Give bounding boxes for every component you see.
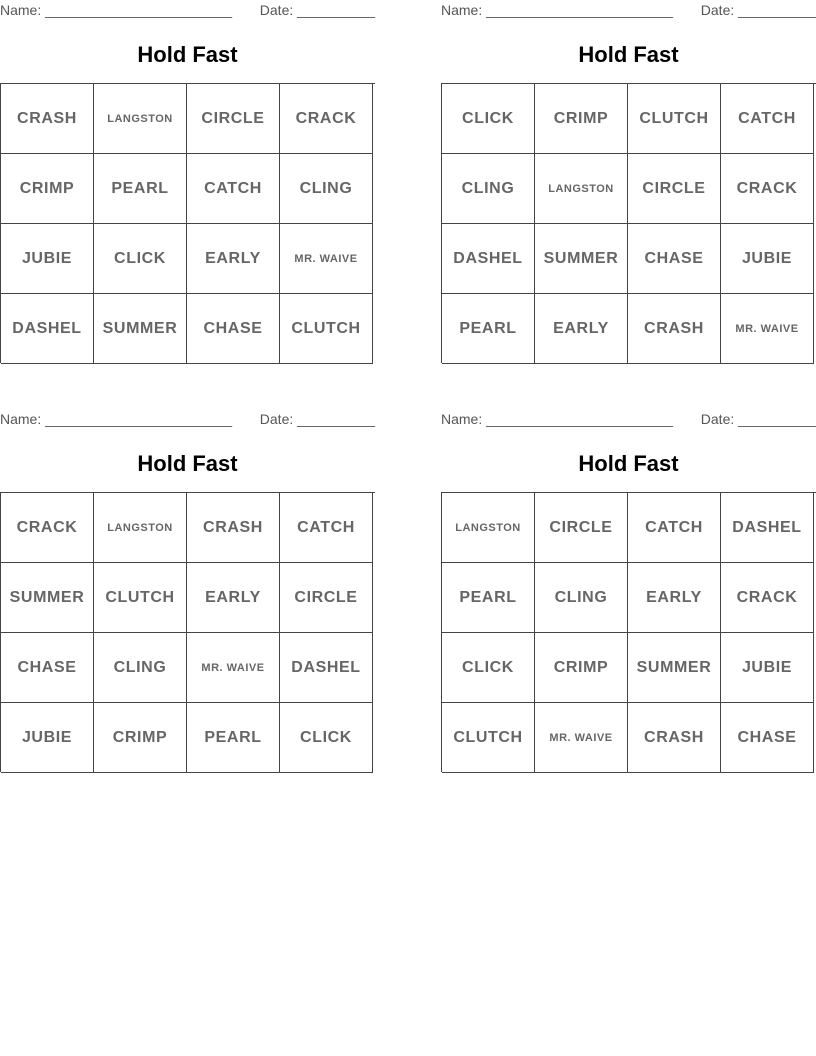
grid-cell: CRASH	[628, 294, 721, 364]
grid-cell: JUBIE	[1, 224, 94, 294]
grid-cell: DASHEL	[1, 294, 94, 364]
grid-cell: CLING	[280, 154, 373, 224]
name-field: Name: ________________________	[441, 2, 673, 18]
grid-cell: LANGSTON	[94, 84, 187, 154]
bingo-grid	[0, 492, 375, 772]
date-field: Date: __________	[700, 2, 816, 18]
grid-cell: SUMMER	[94, 294, 187, 364]
date-field: Date: __________	[700, 411, 816, 427]
grid-cell: PEARL	[442, 294, 535, 364]
grid-cell: CRASH	[1, 84, 94, 154]
date-field: Date: __________	[259, 411, 375, 427]
grid-cell: DASHEL	[280, 633, 373, 703]
grid-cell: CHASE	[187, 294, 280, 364]
bingo-card-2	[441, 0, 816, 365]
grid-cell: CLICK	[442, 633, 535, 703]
grid-cell: CRIMP	[535, 84, 628, 154]
grid-cell: LANGSTON	[535, 154, 628, 224]
bingo-card-1	[0, 0, 375, 365]
grid-cell: SUMMER	[535, 224, 628, 294]
grid-cell: CRASH	[628, 703, 721, 773]
grid-cell: CLUTCH	[628, 84, 721, 154]
grid-cell: JUBIE	[721, 224, 814, 294]
card-header	[0, 409, 375, 429]
grid-cell: CLICK	[280, 703, 373, 773]
grid-cell: EARLY	[187, 224, 280, 294]
grid-cell: CLUTCH	[442, 703, 535, 773]
card-header	[441, 409, 816, 429]
grid-cell: MR. WAIVE	[721, 294, 814, 364]
grid-cell: DASHEL	[721, 493, 814, 563]
grid-cell: CRACK	[721, 563, 814, 633]
grid-cell: CATCH	[187, 154, 280, 224]
grid-cell: CRACK	[1, 493, 94, 563]
bingo-card-4	[441, 409, 816, 774]
card-header	[441, 0, 816, 20]
grid-cell: SUMMER	[628, 633, 721, 703]
card-title: Hold Fast	[137, 42, 238, 67]
grid-cell: MR. WAIVE	[280, 224, 373, 294]
grid-cell: CHASE	[1, 633, 94, 703]
grid-cell: CLICK	[94, 224, 187, 294]
grid-cell: CLING	[535, 563, 628, 633]
grid-cell: PEARL	[187, 703, 280, 773]
grid-cell: EARLY	[535, 294, 628, 364]
grid-cell: CRIMP	[535, 633, 628, 703]
bingo-grid	[441, 83, 816, 363]
grid-cell: JUBIE	[1, 703, 94, 773]
grid-cell: EARLY	[628, 563, 721, 633]
grid-cell: PEARL	[442, 563, 535, 633]
grid-cell: PEARL	[94, 154, 187, 224]
card-title: Hold Fast	[578, 42, 679, 67]
grid-cell: CATCH	[628, 493, 721, 563]
grid-cell: CIRCLE	[280, 563, 373, 633]
grid-cell: CLUTCH	[280, 294, 373, 364]
grid-cell: CLING	[94, 633, 187, 703]
grid-cell: CRACK	[280, 84, 373, 154]
name-field: Name: ________________________	[0, 2, 232, 18]
grid-cell: CATCH	[721, 84, 814, 154]
grid-cell: LANGSTON	[442, 493, 535, 563]
grid-cell: CHASE	[628, 224, 721, 294]
grid-cell: CLING	[442, 154, 535, 224]
grid-cell: MR. WAIVE	[535, 703, 628, 773]
grid-cell: EARLY	[187, 563, 280, 633]
name-field: Name: ________________________	[0, 411, 232, 427]
grid-cell: CHASE	[721, 703, 814, 773]
grid-cell: CRIMP	[94, 703, 187, 773]
grid-cell: SUMMER	[1, 563, 94, 633]
grid-cell: CRASH	[187, 493, 280, 563]
grid-cell: CRIMP	[1, 154, 94, 224]
card-title: Hold Fast	[578, 451, 679, 476]
grid-cell: CIRCLE	[628, 154, 721, 224]
grid-cell: JUBIE	[721, 633, 814, 703]
date-field: Date: __________	[259, 2, 375, 18]
grid-cell: CRACK	[721, 154, 814, 224]
grid-cell: LANGSTON	[94, 493, 187, 563]
grid-cell: DASHEL	[442, 224, 535, 294]
grid-cell: CATCH	[280, 493, 373, 563]
grid-cell: CLUTCH	[94, 563, 187, 633]
bingo-grid	[0, 83, 375, 363]
grid-cell: MR. WAIVE	[187, 633, 280, 703]
bingo-grid	[441, 492, 816, 772]
grid-cell: CIRCLE	[187, 84, 280, 154]
grid-cell: CIRCLE	[535, 493, 628, 563]
bingo-card-3	[0, 409, 375, 774]
name-field: Name: ________________________	[441, 411, 673, 427]
card-header	[0, 0, 375, 20]
grid-cell: CLICK	[442, 84, 535, 154]
card-title: Hold Fast	[137, 451, 238, 476]
